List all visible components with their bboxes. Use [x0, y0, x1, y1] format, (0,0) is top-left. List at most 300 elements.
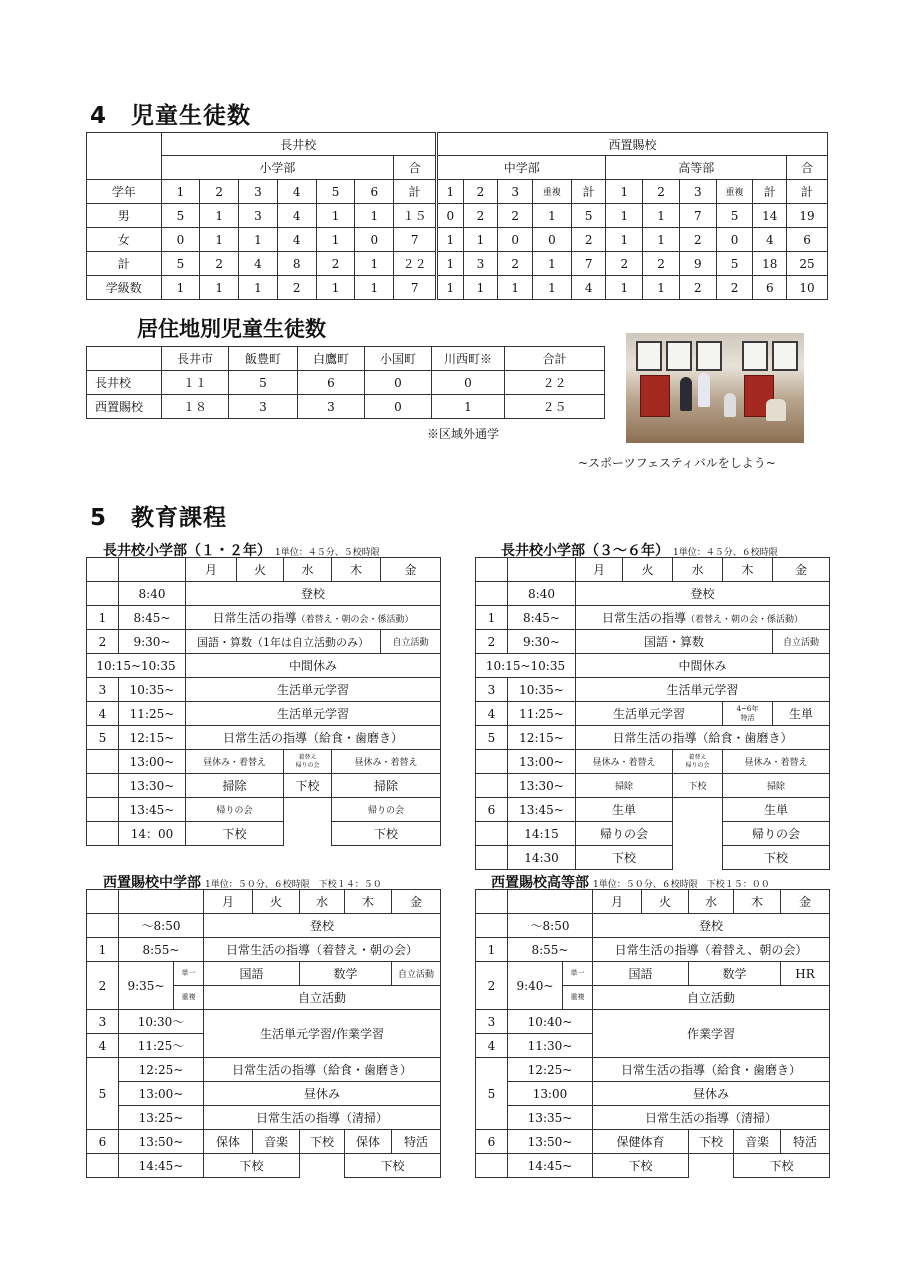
- table-cell: 1: [432, 395, 505, 419]
- table-cell: [119, 890, 204, 914]
- table-cell: 1: [355, 276, 394, 300]
- table-cell: [87, 347, 162, 371]
- table-cell: 5: [476, 726, 508, 750]
- table-cell: 帰りの会: [332, 798, 441, 822]
- table-cell: 日常生活の指導（給食・歯磨き）: [576, 726, 830, 750]
- table-cell: 昼休み・着替え: [576, 750, 673, 774]
- table-row: [87, 204, 828, 228]
- table-cell: 帰りの会: [723, 822, 830, 846]
- table-cell: 登校: [204, 914, 441, 938]
- table-cell: ２２: [394, 252, 437, 276]
- table-cell: 13:45~: [508, 798, 576, 822]
- table-cell: １５: [394, 204, 437, 228]
- table-cell: 登校: [186, 582, 441, 606]
- header-chu: 中学部: [437, 156, 606, 180]
- table-cell: 2: [679, 228, 716, 252]
- table-row: [87, 252, 828, 276]
- table-cell: 国語: [593, 962, 689, 986]
- table-cell: 単一: [563, 962, 593, 986]
- table-cell: 重複: [533, 180, 572, 204]
- table-cell: 月: [204, 890, 253, 914]
- table-cell: 7: [679, 204, 716, 228]
- table-cell: 6: [476, 1130, 508, 1154]
- table-cell: 水: [689, 890, 734, 914]
- table-cell: 音楽: [734, 1130, 781, 1154]
- table-cell: 1: [533, 252, 572, 276]
- table-cell: 6: [753, 276, 787, 300]
- table-cell: 金: [781, 890, 830, 914]
- table-cell: 掃除: [723, 774, 830, 798]
- table-cell: 0: [355, 228, 394, 252]
- table-cell: 8:45~: [119, 606, 186, 630]
- table-cell: 日常生活の指導（着替え・朝の会・係活動）: [576, 606, 830, 630]
- table-cell: 8:45~: [508, 606, 576, 630]
- table-cell: 下校: [593, 1154, 689, 1178]
- table-cell: [87, 798, 119, 822]
- table-cell: 1: [643, 276, 680, 300]
- section-5-heading: 5 教育課程: [90, 505, 228, 531]
- table-cell: 作業学習: [593, 1010, 830, 1058]
- table-cell: 18: [753, 252, 787, 276]
- table-cell: 生活単元学習/作業学習: [204, 1010, 441, 1058]
- table-cell: [673, 798, 723, 870]
- table-cell: 自立活動: [381, 630, 441, 654]
- table-cell: 学年: [87, 180, 162, 204]
- table-cell: 5: [571, 204, 606, 228]
- table-cell: 10:35~: [119, 678, 186, 702]
- table-cell: 日常生活の指導（着替え・朝の会・係活動）: [186, 606, 441, 630]
- table-cell: 13:50~: [119, 1130, 204, 1154]
- table-cell: 計: [394, 180, 437, 204]
- table-cell: [476, 890, 508, 914]
- table-cell: 9:40~: [508, 962, 563, 1010]
- table-row: [87, 371, 605, 395]
- table-cell: [508, 890, 593, 914]
- table-cell: 2: [463, 180, 498, 204]
- table-cell: [87, 558, 119, 582]
- table-cell: 1: [476, 606, 508, 630]
- table-cell: 0: [432, 371, 505, 395]
- table-row: [87, 228, 828, 252]
- table-cell: 1: [643, 228, 680, 252]
- table-cell: 火: [642, 890, 689, 914]
- table-cell: [476, 822, 508, 846]
- table-cell: [476, 750, 508, 774]
- table-cell: 国語・算数: [576, 630, 773, 654]
- table-cell: 自立活動: [773, 630, 830, 654]
- header-sho: 小学部: [161, 156, 394, 180]
- table-cell: 昼休み・着替え: [332, 750, 441, 774]
- table-cell: 1: [606, 180, 643, 204]
- table-cell: 自立活動: [593, 986, 830, 1010]
- table-cell: 4: [571, 276, 606, 300]
- table-cell: 1: [437, 180, 464, 204]
- table-cell: 日常生活の指導（給食・歯磨き）: [186, 726, 441, 750]
- table-cell: 数学: [300, 962, 392, 986]
- table-cell: 長井校: [87, 371, 162, 395]
- table-cell: 4: [87, 702, 119, 726]
- table-cell: [87, 774, 119, 798]
- table-cell: 5: [476, 1058, 508, 1130]
- header-ko: 高等部: [606, 156, 787, 180]
- table-cell: 10:15~10:35: [87, 654, 186, 678]
- table-cell: 6: [87, 1130, 119, 1154]
- table-cell: 10:40~: [508, 1010, 593, 1034]
- table-cell: 5: [87, 726, 119, 750]
- table-cell: 掃除: [576, 774, 673, 798]
- table-cell: 重複: [716, 180, 753, 204]
- table-cell: [87, 822, 119, 846]
- table-cell: 昼休み: [204, 1082, 441, 1106]
- table-cell: 1: [161, 276, 200, 300]
- schedule-nagai-lower: [86, 557, 441, 846]
- table-cell: 下校: [673, 774, 723, 798]
- table-cell: 10:35~: [508, 678, 576, 702]
- table-cell: 0: [161, 228, 200, 252]
- table-cell: 1: [200, 276, 239, 300]
- table-cell: 木: [332, 558, 381, 582]
- table-cell: 0: [365, 371, 432, 395]
- table-cell: 生活単元学習: [186, 678, 441, 702]
- table-cell: 14:30: [508, 846, 576, 870]
- table-cell: 4: [753, 228, 787, 252]
- table-cell: 2: [316, 252, 355, 276]
- table-cell: 0: [437, 204, 464, 228]
- header-nishi: 西置賜校: [437, 133, 828, 156]
- table-cell: 6: [298, 371, 365, 395]
- table-cell: 0: [533, 228, 572, 252]
- table-cell: 1: [239, 228, 278, 252]
- table-cell: 1: [498, 276, 533, 300]
- table-cell: 生単: [773, 702, 830, 726]
- table-cell: [119, 558, 186, 582]
- table-cell: 金: [381, 558, 441, 582]
- table-cell: 1: [437, 228, 464, 252]
- table-cell: 4: [277, 180, 316, 204]
- table-cell: 登校: [576, 582, 830, 606]
- table-cell: 2: [476, 630, 508, 654]
- table-cell: 10: [787, 276, 828, 300]
- table-cell: 4: [87, 1034, 119, 1058]
- table-cell: 8:40: [508, 582, 576, 606]
- table-cell: 12:25~: [119, 1058, 204, 1082]
- table-cell: 日常生活の指導（着替え・朝の会）: [204, 938, 441, 962]
- table-cell: 音楽: [253, 1130, 300, 1154]
- table-cell: 5: [229, 371, 298, 395]
- table-cell: 13:35~: [508, 1106, 593, 1130]
- table-cell: 2: [87, 630, 119, 654]
- table-cell: 数学: [689, 962, 781, 986]
- table-cell: 3: [239, 204, 278, 228]
- table-cell: 13:00: [508, 1082, 593, 1106]
- header-nagai: 長井校: [161, 133, 437, 156]
- table-cell: 昼休み: [593, 1082, 830, 1106]
- table-cell: 計: [787, 180, 828, 204]
- t2-title: 長井校小学部（３～６年） 1単位：４５分、６校時限: [501, 543, 778, 559]
- table-cell: 3: [498, 180, 533, 204]
- table-cell: 3: [87, 678, 119, 702]
- table-cell: 5: [716, 252, 753, 276]
- table-cell: 2: [200, 180, 239, 204]
- table-cell: 帰りの会: [576, 822, 673, 846]
- table-cell: 14:45~: [508, 1154, 593, 1178]
- table-cell: 8:40: [119, 582, 186, 606]
- table-row: [87, 395, 605, 419]
- table-cell: 合計: [505, 347, 605, 371]
- table-cell: 昼休み・着替え: [723, 750, 830, 774]
- table-cell: HR: [781, 962, 830, 986]
- table-cell: 3: [476, 1010, 508, 1034]
- table-cell: 計: [87, 252, 162, 276]
- table-cell: 25: [787, 252, 828, 276]
- table-cell: 昼休み・着替え: [186, 750, 284, 774]
- table-cell: 1: [316, 204, 355, 228]
- table-cell: 3: [679, 180, 716, 204]
- table-cell: 下校: [332, 822, 441, 846]
- table-cell: 下校: [576, 846, 673, 870]
- table-cell: 重複: [174, 986, 204, 1010]
- table-cell: 計: [571, 180, 606, 204]
- table-cell: 2: [200, 252, 239, 276]
- table-cell: 自立活動: [392, 962, 441, 986]
- table-cell: 1: [316, 228, 355, 252]
- table-cell: 日常生活の指導（着替え、朝の会）: [593, 938, 830, 962]
- table-cell: [87, 1154, 119, 1178]
- table-cell: 9: [679, 252, 716, 276]
- table-cell: 3: [476, 678, 508, 702]
- table-cell: 1: [437, 252, 464, 276]
- table-cell: 5: [87, 1058, 119, 1130]
- table-cell: 月: [576, 558, 623, 582]
- table-cell: 4: [277, 204, 316, 228]
- table-cell: 国語・算数（1年は自立活動のみ）: [186, 630, 381, 654]
- table-cell: 白鷹町: [298, 347, 365, 371]
- table-cell: 4: [476, 702, 508, 726]
- grade-row: [87, 180, 828, 204]
- table-cell: 1: [643, 204, 680, 228]
- table-cell: 3: [229, 395, 298, 419]
- table-cell: 保体: [345, 1130, 392, 1154]
- table-cell: ～8:50: [508, 914, 593, 938]
- table-cell: 木: [734, 890, 781, 914]
- table-cell: 特活: [781, 1130, 830, 1154]
- table-cell: 下校: [734, 1154, 830, 1178]
- table-cell: 4~6年 特活: [723, 702, 773, 726]
- table-cell: 着替え 帰りの会: [284, 750, 332, 774]
- table-cell: 11:25~: [119, 702, 186, 726]
- table-cell: 4: [476, 1034, 508, 1058]
- table-cell: 特活: [392, 1130, 441, 1154]
- table-cell: [476, 914, 508, 938]
- table-cell: 13:50~: [508, 1130, 593, 1154]
- table-cell: 2: [679, 276, 716, 300]
- table-cell: 6: [476, 798, 508, 822]
- table-cell: 帰りの会: [186, 798, 284, 822]
- table-cell: [87, 750, 119, 774]
- t1-title: 長井校小学部（１・２年） 1単位：４５分、５校時限: [103, 543, 380, 559]
- table-cell: 金: [773, 558, 830, 582]
- table-cell: 自立活動: [204, 986, 441, 1010]
- table-cell: 下校: [284, 774, 332, 798]
- table-cell: 1: [606, 276, 643, 300]
- table-cell: 中間休み: [186, 654, 441, 678]
- table-cell: 12:15~: [508, 726, 576, 750]
- table-cell: 火: [253, 890, 300, 914]
- table-cell: 1: [533, 276, 572, 300]
- table-cell: 8:55~: [119, 938, 204, 962]
- table-cell: 1: [239, 276, 278, 300]
- table-cell: 6: [787, 228, 828, 252]
- table-cell: 9:30~: [508, 630, 576, 654]
- table-cell: 1: [355, 204, 394, 228]
- table-cell: 10:15~10:35: [476, 654, 576, 678]
- table-cell: 5: [161, 252, 200, 276]
- table-cell: 2: [87, 962, 119, 1010]
- table-row: [87, 276, 828, 300]
- table-cell: 下校: [186, 822, 284, 846]
- table-cell: 5: [716, 204, 753, 228]
- table-cell: 14:45~: [119, 1154, 204, 1178]
- table-cell: 12:25~: [508, 1058, 593, 1082]
- table-cell: 2: [716, 276, 753, 300]
- table-cell: 19: [787, 204, 828, 228]
- table-cell: 女: [87, 228, 162, 252]
- table-cell: 13:30~: [119, 774, 186, 798]
- table-cell: 3: [87, 1010, 119, 1034]
- table-cell: １８: [162, 395, 229, 419]
- table-cell: 7: [394, 276, 437, 300]
- table-cell: 6: [355, 180, 394, 204]
- table-cell: ～8:50: [119, 914, 204, 938]
- table-cell: 生活単元学習: [186, 702, 441, 726]
- table-cell: 1: [161, 180, 200, 204]
- table-cell: 1: [437, 276, 464, 300]
- table-cell: 登校: [593, 914, 830, 938]
- table-cell: 0: [365, 395, 432, 419]
- table-cell: [476, 582, 508, 606]
- table-cell: [476, 774, 508, 798]
- table-cell: 木: [345, 890, 392, 914]
- table-cell: 11:30~: [508, 1034, 593, 1058]
- table-cell: 下校: [300, 1130, 345, 1154]
- table-cell: 単一: [174, 962, 204, 986]
- table-cell: 1: [606, 204, 643, 228]
- table-cell: 1: [533, 204, 572, 228]
- table-cell: 1: [87, 938, 119, 962]
- table-cell: 5: [161, 204, 200, 228]
- table-cell: 2: [643, 180, 680, 204]
- table-cell: [87, 582, 119, 606]
- table-cell: 保健体育: [593, 1130, 689, 1154]
- table-cell: 着替え 帰りの会: [673, 750, 723, 774]
- table-cell: 0: [716, 228, 753, 252]
- table-cell: 学級数: [87, 276, 162, 300]
- section-4-heading: 4 児童生徒数: [90, 103, 252, 129]
- table-cell: [476, 558, 508, 582]
- table-cell: 下校: [204, 1154, 300, 1178]
- table-cell: 川西町※: [432, 347, 505, 371]
- table-cell: 1: [463, 276, 498, 300]
- table-cell: 14：00: [119, 822, 186, 846]
- table-cell: 合: [787, 156, 828, 180]
- table-cell: 1: [200, 204, 239, 228]
- table-cell: 西置賜校: [87, 395, 162, 419]
- table-cell: 13:30~: [508, 774, 576, 798]
- table-cell: 生活単元学習: [576, 678, 830, 702]
- table-cell: 日常生活の指導（清掃）: [204, 1106, 441, 1130]
- table-cell: 水: [284, 558, 332, 582]
- table-cell: [87, 133, 162, 180]
- table-cell: 3: [239, 180, 278, 204]
- schedule-nagai-upper: [475, 557, 830, 870]
- table-cell: 下校: [689, 1130, 734, 1154]
- table-cell: 1: [606, 228, 643, 252]
- student-count-table: [86, 132, 828, 300]
- table-cell: 8:55~: [508, 938, 593, 962]
- table-cell: 1: [316, 276, 355, 300]
- table-cell: 掃除: [332, 774, 441, 798]
- table-cell: 4: [277, 228, 316, 252]
- table-cell: [87, 914, 119, 938]
- table-cell: 重複: [563, 986, 593, 1010]
- table-cell: 日常生活の指導（給食・歯磨き）: [204, 1058, 441, 1082]
- table-cell: 8: [277, 252, 316, 276]
- table-cell: 金: [392, 890, 441, 914]
- table-cell: [300, 1154, 345, 1178]
- table-cell: 10:30～: [119, 1010, 204, 1034]
- table-cell: 生単: [723, 798, 830, 822]
- table-cell: [508, 558, 576, 582]
- t4-title: 西置賜校高等部 1単位：５０分、６校時限 下校１５：００: [491, 875, 770, 891]
- table-cell: 小国町: [365, 347, 432, 371]
- table-cell: 2: [463, 204, 498, 228]
- table-cell: 下校: [723, 846, 830, 870]
- table-cell: 7: [394, 228, 437, 252]
- table-cell: [476, 1154, 508, 1178]
- table-cell: 月: [593, 890, 642, 914]
- table-cell: 2: [643, 252, 680, 276]
- photo-caption: ~スポーツフェスティバルをしよう~: [578, 456, 776, 470]
- table-cell: 2: [606, 252, 643, 276]
- table-cell: 生活単元学習: [576, 702, 723, 726]
- table-cell: 1: [463, 228, 498, 252]
- table-cell: 9:35~: [119, 962, 174, 1010]
- schedule-nishi-junior: [86, 889, 441, 1178]
- table-cell: 2: [476, 962, 508, 1010]
- table-cell: 9:30~: [119, 630, 186, 654]
- table-cell: 13:45~: [119, 798, 186, 822]
- table-cell: [87, 890, 119, 914]
- table-cell: 2: [571, 228, 606, 252]
- table-cell: 13:00~: [119, 1082, 204, 1106]
- table-cell: 火: [623, 558, 673, 582]
- table-cell: 12:15~: [119, 726, 186, 750]
- table-cell: 13:00~: [119, 750, 186, 774]
- sports-festival-photo: [626, 333, 804, 443]
- table-cell: 0: [498, 228, 533, 252]
- table-cell: 計: [753, 180, 787, 204]
- table-cell: 中間休み: [576, 654, 830, 678]
- residence-heading: 居住地別児童生徒数: [137, 317, 326, 341]
- table-cell: 11:25～: [119, 1034, 204, 1058]
- table-cell: 4: [239, 252, 278, 276]
- table-cell: 3: [298, 395, 365, 419]
- t3-title: 西置賜校中学部 1単位：５０分、６校時限 下校１４：５０: [103, 875, 382, 891]
- table-cell: 水: [300, 890, 345, 914]
- table-cell: 保体: [204, 1130, 253, 1154]
- table-cell: 2: [498, 204, 533, 228]
- table-cell: 合: [394, 156, 437, 180]
